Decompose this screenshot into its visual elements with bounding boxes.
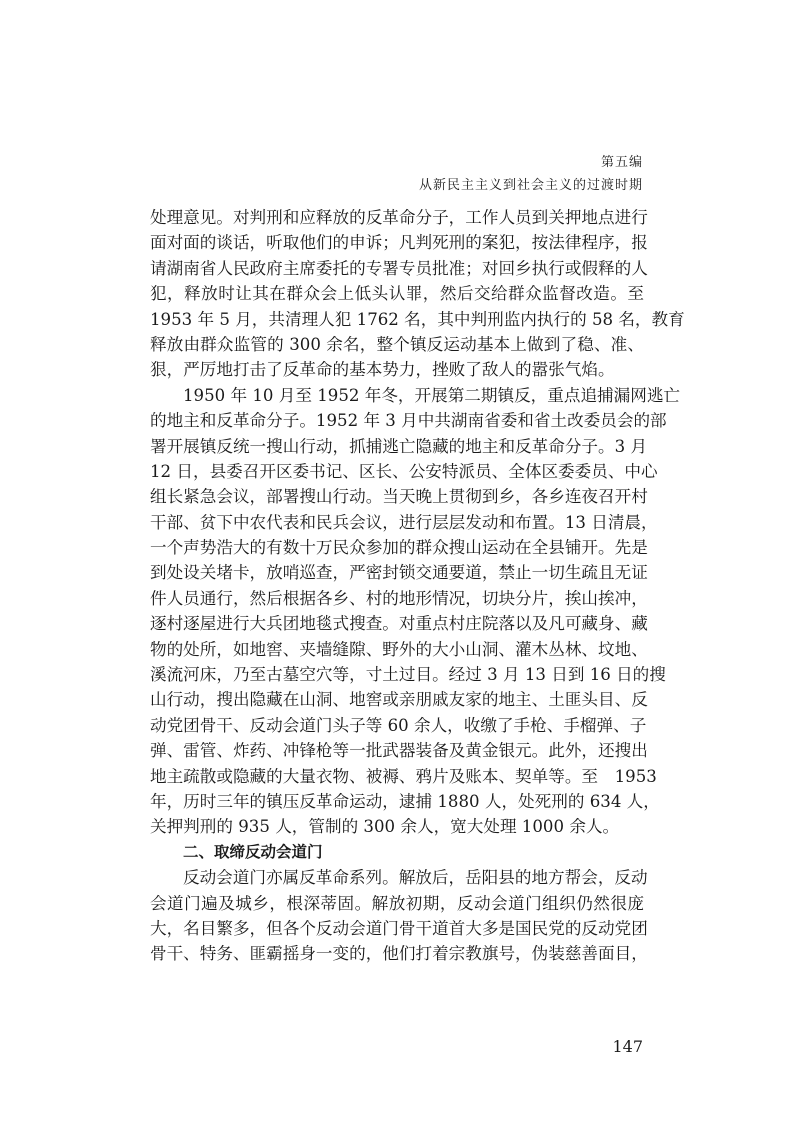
text-line: 1950 年 10 月至 1952 年冬，开展第二期镇反，重点追捕漏网逃亡 [183, 385, 681, 405]
text-line: 逐村逐屋进行大兵团地毯式搜查。对重点村庄院落以及凡可藏身、藏 [150, 614, 648, 634]
text-line: 弹、雷管、炸药、冲锋枪等一批武器装备及黄金银元。此外，还搜出 [150, 741, 648, 761]
text-line: 反动会道门亦属反革命系列。解放后，岳阳县的地方帮会，反动 [183, 868, 648, 888]
text-line: 犯，释放时让其在群众会上低头认罪，然后交给群众监督改造。至 [150, 284, 644, 304]
text-line: 组长紧急会议，部署搜山行动。当天晚上贯彻到乡，各乡连夜召开村 [150, 487, 648, 507]
text-line: 年，历时三年的镇压反革命运动，逮捕 1880 人，处死刑的 634 人， [150, 791, 660, 811]
text-line: 山行动，搜出隐藏在山洞、地窖或亲朋戚友家的地主、土匪头目、反 [150, 690, 648, 710]
text-line: 的地主和反革命分子。1952 年 3 月中共湖南省委和省土改委员会的部 [150, 411, 667, 431]
text-line: 狠，严厉地打击了反革命的基本势力，挫败了敌人的嚣张气焰。 [150, 360, 615, 380]
text-line: 件人员通行，然后根据各乡、村的地形情况，切块分片，挨山挨冲， [150, 588, 648, 608]
text-line: 署开展镇反统一搜山行动，抓捕逃亡隐藏的地主和反革命分子。3 月 [150, 436, 648, 456]
text-line: 释放由群众监管的 300 余名，整个镇反运动基本上做到了稳、准、 [150, 334, 644, 354]
text-line: 一个声势浩大的有数十万民众参加的群众搜山运动在全县铺开。先是 [150, 538, 648, 558]
text-line: 动党团骨干、反动会道门头子等 60 余人，收缴了手枪、手榴弹、子 [150, 715, 647, 735]
running-header-part: 第五编 [600, 155, 643, 170]
running-header-title: 从新民主主义到社会主义的过渡时期 [418, 178, 643, 193]
text-line: 12 日，县委召开区委书记、区长、公安特派员、全体区委委员、中心 [150, 461, 658, 481]
text-line: 干部、贫下中农代表和民兵会议，进行层层发动和布置。13 日清晨， [150, 512, 658, 532]
text-line: 请湖南省人民政府主席委托的专署专员批准；对回乡执行或假释的人 [150, 258, 648, 278]
text-line: 处理意见。对判刑和应释放的反革命分子，工作人员到关押地点进行 [150, 208, 648, 227]
text-line: 会道门遍及城乡，根深蒂固。解放初期，反动会道门组织仍然很庞 [150, 893, 644, 913]
page-number: 147 [612, 1037, 643, 1056]
section-heading: 二、取缔反动会道门 [183, 842, 323, 861]
text-line: 物的处所，如地窖、夹墙缝隙、野外的大小山洞、灌木丛林、坟地、 [150, 639, 648, 659]
text-line: 到处设关堵卡，放哨巡查，严密封锁交通要道，禁止一切生疏且无证 [150, 563, 648, 583]
text-line: 大，名目繁多，但各个反动会道门骨干道首大多是国民党的反动党团 [150, 918, 648, 938]
text-line: 关押判刑的 935 人，管制的 300 余人，宽大处理 1000 余人。 [150, 817, 620, 837]
text-line: 溪流河床，乃至古墓空穴等，寸土过目。经过 3 月 13 日到 16 日的搜 [150, 665, 666, 685]
body-text [150, 205, 685, 967]
text-line: 1953 年 5 月，共清理人犯 1762 名，其中判刑监内执行的 58 名，教育 [150, 309, 685, 329]
text-line: 面对面的谈话，听取他们的申诉；凡判死刑的案犯，按法律程序，报 [150, 233, 648, 253]
text-line: 骨干、特务、匪霸摇身一变的，他们打着宗教旗号，伪装慈善面目， [150, 944, 648, 964]
text-line: 地主疏散或隐藏的大量衣物、被褥、鸦片及账本、契单等。至 1953 [150, 766, 657, 786]
